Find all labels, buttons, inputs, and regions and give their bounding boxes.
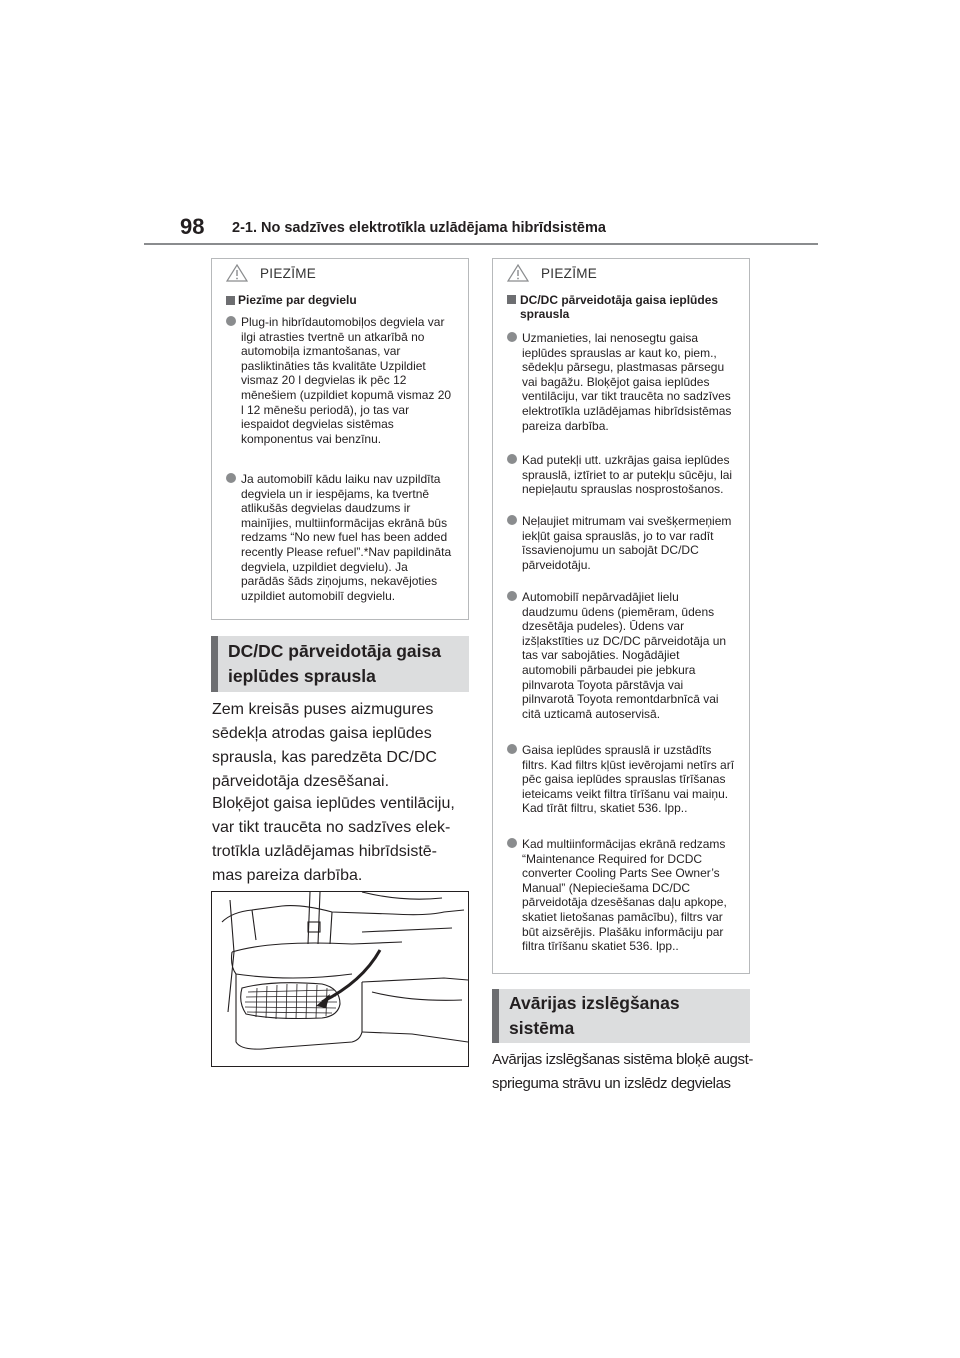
note-title <box>507 293 742 321</box>
warning-triangle-icon <box>226 264 248 282</box>
body-paragraph: Zem kreisās puses aizmugures sēdekļa atrodas gaisa ieplūdes sprausla, kas paredzēta DC/DC pārveidotāja dzesēšanai. <box>212 701 437 790</box>
heading-dcdc-intake <box>211 636 469 692</box>
square-bullet-icon <box>226 296 235 305</box>
square-bullet-icon <box>507 295 516 304</box>
body-paragraph: Avārijas izslēgšanas sistēma bloķē augst- sprieguma strāvu un izslēdz degvielas <box>492 1051 753 1092</box>
note-title-text: Piezīme par degvielu <box>238 293 357 307</box>
page-number: 98 <box>180 214 205 239</box>
round-bullet-icon <box>507 591 517 601</box>
heading-emergency-shutoff <box>492 989 750 1043</box>
note-label: PIEZĪME <box>260 266 317 281</box>
body-paragraph: Bloķējot gaisa ieplūdes ventilāciju, var tikt traucēta no sadzīves elek- trotīkla uzlādējamas hibrīdsistē- mas pareiza darbība. <box>212 795 455 884</box>
header-divider <box>144 243 818 245</box>
note-label: PIEZĪME <box>541 266 598 281</box>
round-bullet-icon <box>226 316 236 326</box>
round-bullet-icon <box>226 473 236 483</box>
note-bullet-text: Ja automobilī kādu laiku nav uzpildīta degviela un ir iespējams, ka tvertnē atlikušās degvielas daudzums ir mainījies, multiinformācijas ekrānā būs redzams “No new fuel has been added recently Please refuel”.*Nav papildināta degviela, uzpildiet degvielu). Ja parādās šāds ziņojums, nekavējoties uzpildiet automobilī degvielu. <box>241 472 452 603</box>
note-bullet-text: Uzmanieties, lai nenosegtu gaisa ieplūdes sprauslas ar kaut ko, piem., sēdekļu pārsegu, plastmasas pārsegu vai bagāžu. Bloķējot gaisa ieplūdes ventilāciju, var tikt traucēta no sadzīves elektrotīkla uzlādējamas hibrīdsistēmas pareiza darbība. <box>522 331 732 433</box>
note-bullet-text: Neļaujiet mitrumam vai svešķermeņiem iekļūt gaisa sprauslās, jo to var radīt īssavienojumu un sabojāt DC/DC pārveidotāju. <box>522 514 732 572</box>
section-title: 2-1. No sadzīves elektrotīkla uzlādējama hibrīdsistēma <box>232 220 606 236</box>
note-title <box>226 293 357 307</box>
note-bullet-text: Plug-in hibrīdautomobiļos degviela var ilgi atrasties tvertnē un atkarībā no automobiļa izmantošanas, var pasliktināties tās kvalitāte Uzpildiet vismaz 20 l degvielas ik pēc 12 mēnešiem (uzpildiet kopumā vismaz 20 l 12 mēnešu periodā), jo tas var iespaidot degvielas sistēmas komponentus vai benzīnu. <box>241 315 452 446</box>
round-bullet-icon <box>507 515 517 525</box>
note-box-fuel <box>211 258 469 620</box>
note-bullet-text: Kad putekļi utt. uzkrājas gaisa ieplūdes sprauslā, iztīriet to ar putekļu sūcēju, lai nepieļautu sprauslas nosprostošanos. <box>522 453 733 497</box>
note-box-dcdc <box>492 258 750 974</box>
warning-triangle-icon <box>507 264 529 282</box>
round-bullet-icon <box>507 838 517 848</box>
seat-intake-illustration <box>211 891 469 1067</box>
note-title-text: DC/DC pārveidotāja gaisa ieplūdes sprausla <box>520 293 719 321</box>
note-bullet-text: Automobilī nepārvadājiet lielu daudzumu ūdens (piemēram, ūdens dzesētāja pudeles). Ūdens var izšļakstīties uz DC/DC pārveidotāja un tas var sabojāties. Nogādājiet automobili pārbaudei pie jebkura pilnvarota Toyota pārstāvja vai pilnvarotā Toyota remontdarbnīcā vai citā uzticamā autoservisā. <box>522 590 727 721</box>
round-bullet-icon <box>507 332 517 342</box>
round-bullet-icon <box>507 744 517 754</box>
heading-text: DC/DC pārveidotāja gaisa ieplūdes sprausla <box>228 641 441 686</box>
note-bullet-text: Gaisa ieplūdes sprauslā ir uzstādīts filtrs. Kad filtrs kļūst ievērojami netīrs arī pēc gaisa ieplūdes sprauslas tīrīšanas ieteicams veikt filtra tīrīšanu vai maiņu. Kad tīrāt filtru, skatiet 536. lpp.. <box>522 743 735 816</box>
seat-air-intake-drawing <box>212 892 468 1066</box>
round-bullet-icon <box>507 454 517 464</box>
heading-text: Avārijas izslēgšanas sistēma <box>509 993 680 1038</box>
note-header <box>212 259 468 285</box>
note-bullet-text: Kad multiinformācijas ekrānā redzams “Maintenance Required for DCDC converter Cooling Parts See Owner’s Manual” (Nepieciešama DC/DC pārveidotāja dzesēšanas daļu apkope, skatiet lietošanas pamācību), filtrs var būt aizsērējis. Plašāku informāciju par filtra tīrīšanu skatiet 536. lpp.. <box>522 837 727 954</box>
note-header <box>493 259 749 285</box>
